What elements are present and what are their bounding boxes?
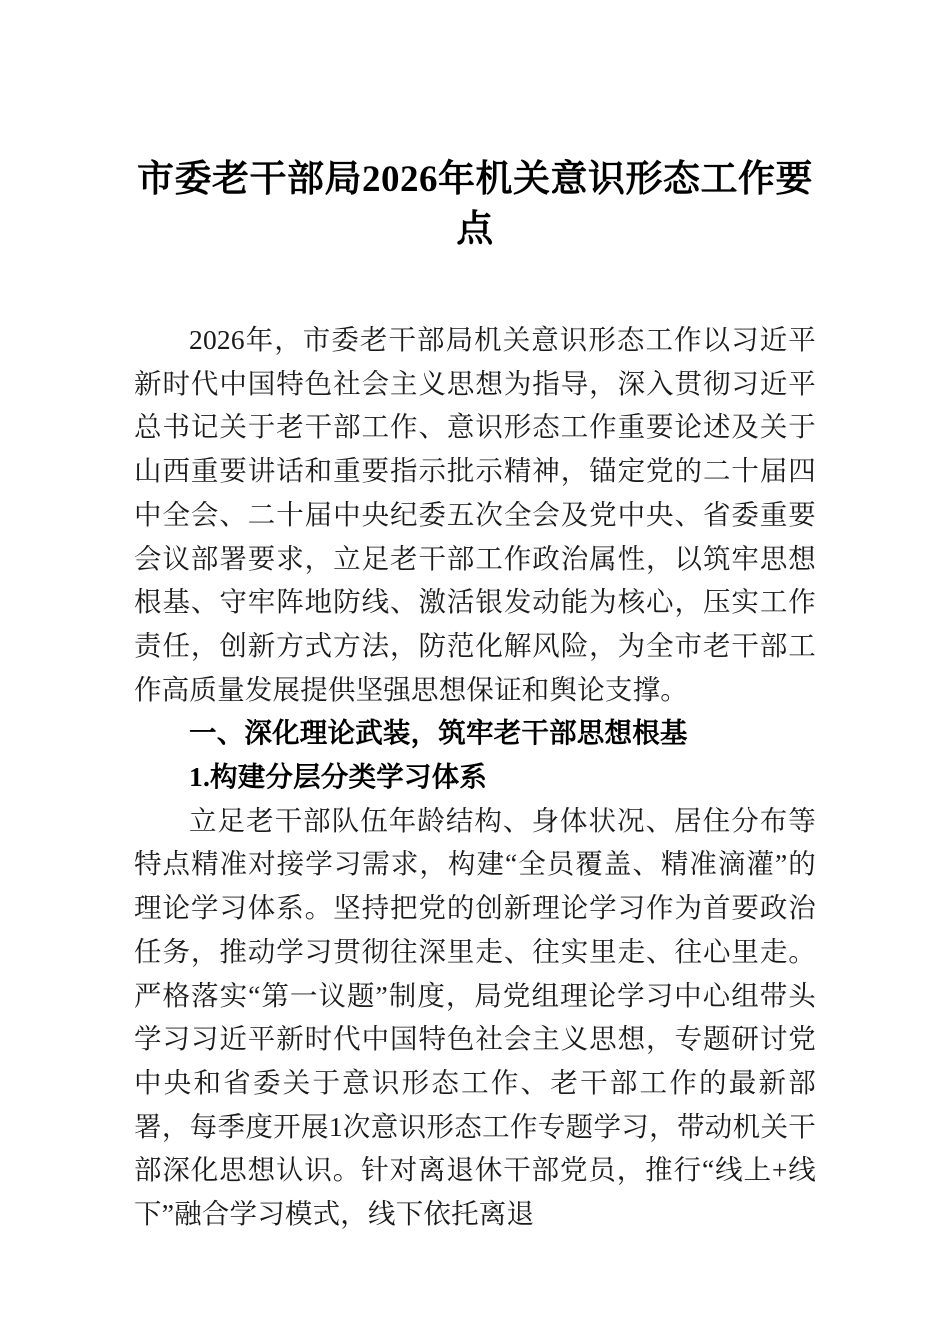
opening-paragraph: 2026年，市委老干部局机关意识形态工作以习近平新时代中国特色社会主义思想为指导，深入贯彻习近平总书记关于老干部工作、意识形态工作重要论述及关于山西重要讲话和重要指示批示精神，锚定党的二十届四中全会、二十届中央纪委五次全会及党中央、省委重要会议部署要求，立足老干部工作政治属性，以筑牢思想根基、守牢阵地防线、激活银发动能为核心，压实工作责任，创新方式方法，防范化解风险，为全市老干部工作高质量发展提供坚强思想保证和舆论支撑。 [134,324,816,705]
document-title: 市委老干部局2026年机关意识形态工作要点 [137,159,813,250]
section-heading-one: 一、深化理论武装，筑牢老干部思想根基 [189,717,688,749]
subsection-heading-1: 1.构建分层分类学习体系 [189,761,488,793]
subsection-1-body: 立足老干部队伍年龄结构、身体状况、居住分布等特点精准对接学习需求，构建“全员覆盖、精准滴灌”的理论学习体系。坚持把党的创新理论学习作为首要政治任务，推动学习贯彻往深里走、往实里走、往心里走。严格落实“第一议题”制度，局党组理论学习中心组带头学习习近平新时代中国特色社会主义思想，专题研讨党中央和省委关于意识形态工作、老干部工作的最新部署，每季度开展1次意识形态工作专题学习，带动机关干部深化思想认识。针对离退休干部党员，推行“线上+线下”融合学习模式，线下依托离退 [134,804,816,1230]
document-body [134,318,816,1236]
document-content [134,0,816,1236]
